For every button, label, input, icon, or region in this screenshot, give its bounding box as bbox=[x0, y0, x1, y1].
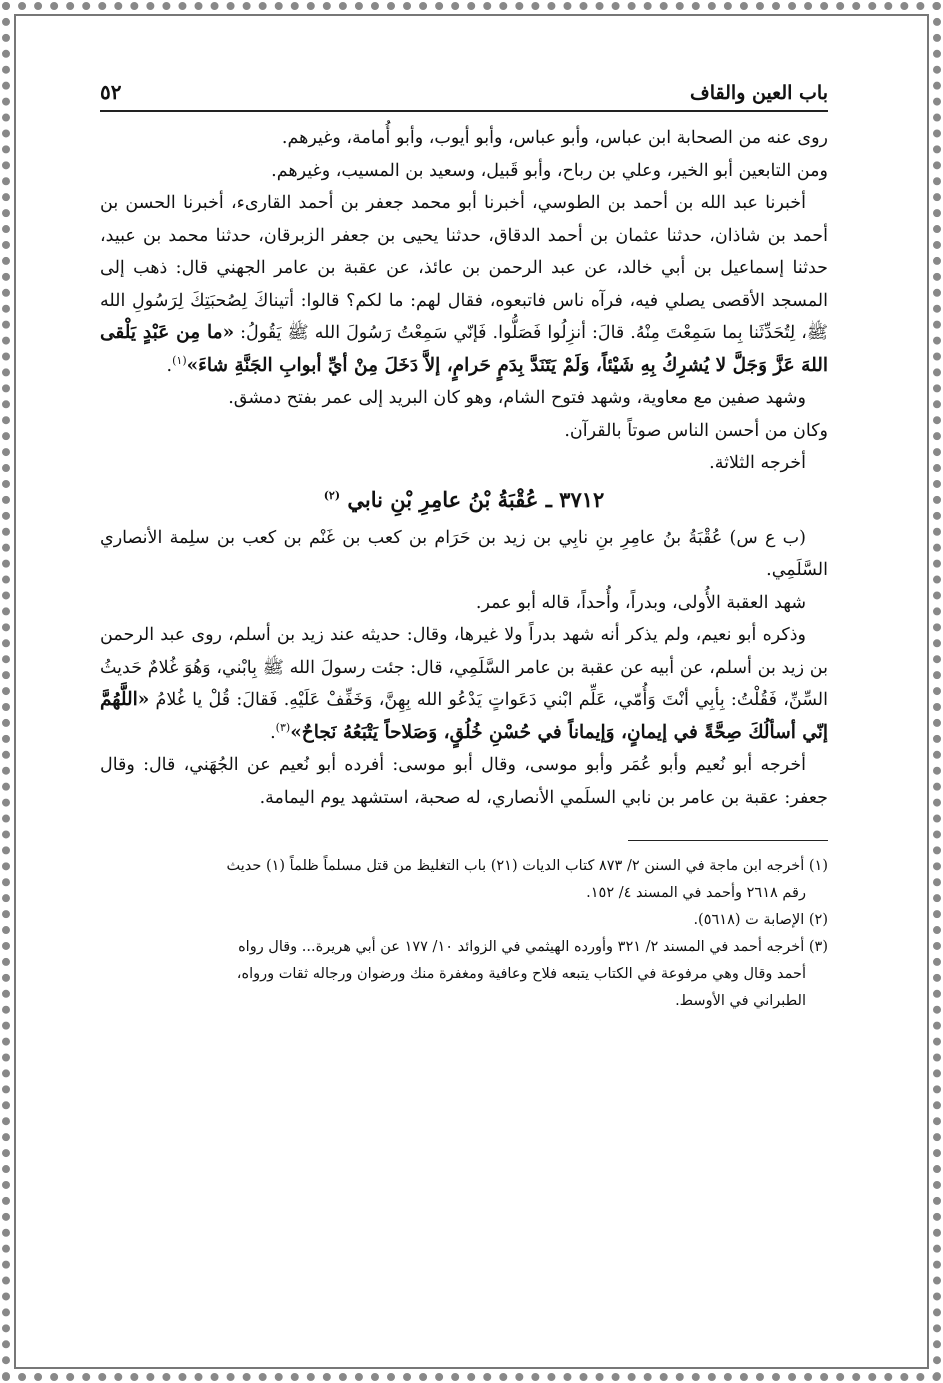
book-page bbox=[100, 80, 828, 1015]
footnote-1-cont: رقم ٢٦١٨ وأحمد في المسند ٤/ ١٥٢. bbox=[586, 885, 806, 901]
chapter-title: باب العين والقاف bbox=[690, 82, 828, 104]
paragraph-followers: ومن التابعين أبو الخير، وعلي بن رباح، وأبو قَبيل، وسعيد بن المسيب، وغيرهم. bbox=[271, 160, 828, 181]
footnote-1: (١) أخرجه ابن ماجة في السنن ٢/ ٨٧٣ كتاب الديات (٢١) باب التغليظ من قتل مسلماً ظلماً (١) حديث bbox=[226, 858, 828, 874]
end-mark: . bbox=[270, 722, 276, 743]
footnote-ref: (٢) bbox=[323, 488, 341, 502]
paragraph-hadith-2 bbox=[100, 619, 828, 749]
footnotes bbox=[100, 853, 828, 1015]
footnote-3-cont: الطبراني في الأوسط. bbox=[675, 993, 806, 1009]
paragraph-companions: روى عنه من الصحابة ابن عباس، وأبو عباس، وأبو أيوب، وأبو أُمامة، وغيرهم. bbox=[281, 128, 828, 148]
narration-text: أخبرنا عبد الله بن أحمد بن الطوسي، أخبرنا أبو محمد جعفر بن أحمد القارىء، أخبرنا الحسن بن أحمد بن شاذان، حدثنا عثمان بن أحمد الدقاق، حدثنا يحيى بن جعفر الزبرقان، حدثنا محمد بن عبيد، حدثنا إسماعيل بن أبي خالد، عن عبد الرحمن بن عائذ، عن عقبة بن عامر الجهني قال: ذهب إلى المسجد الأقصى يصلي فيه، فرآه ناس فاتبعوه، فقال لهم: ما لكم؟ قالوا: أتيناكَ لِصُحبَتِكَ لِرَسُولِ الله ﷺ، لِتُحَدِّثَنا بِما سَمِعْتَ مِنْهُ. قالَ: أنزِلُوا فَصَلُّوا. فَإنّي سَمِعْتُ رَسُولَ الله ﷺ يَقُولُ: bbox=[100, 193, 829, 343]
entry-title bbox=[100, 482, 828, 518]
footnote-2: (٢) الإصابة ت (٥٦١٨). bbox=[693, 912, 828, 928]
hadith-text: «ما مِن عَبْدٍ يَلْقى اللهَ عَزَّ وَجَلَّ لا يُشرِكُ بِهِ شَيْئاً، وَلَمْ يَتَنَدَّ بِدَمٍ حَرامٍ، إلاَّ دَخَلَ مِنْ أيِّ أبوابِ الجَنَّةِ شاءَ» bbox=[100, 322, 828, 376]
page-number: ٥٢ bbox=[100, 80, 122, 104]
narration-text: وذكره أبو نعيم، ولم يذكر أنه شهد بدراً ولا غيرها، وقال: حديثه عند زيد بن أسلم، روى عبد الرحمن بن زيد بن أسلم، عن أبيه عن عقبة بن عامر السَّلَمِي، قال: جئت رسولَ الله ﷺ بِابْني، وَهُوَ غُلامٌ حَديثُ السِّنِّ، فَقُلْتُ: بِأبِي أنْتَ وَأُمّي، عَلِّم ابْني دَعَواتٍ يَدْعُو الله بِهِنَّ، وَخَفِّفْ عَلَيْهِ. فَقالَ: قُلْ يا غُلامُ bbox=[100, 625, 828, 710]
paragraph-aqaba: شهد العقبة الأُولى، وبدراً، وأُحداً، قاله أبو عمر. bbox=[475, 592, 806, 613]
paragraph-attribution: أخرجه الثلاثة. bbox=[709, 453, 806, 473]
paragraph-voice: وكان من أحسن الناس صوتاً بالقرآن. bbox=[564, 420, 828, 441]
footnote-separator bbox=[628, 840, 828, 841]
entry-title-text: ٣٧١٢ ـ عُقْبَةُ بْنُ عامِرِ بْنِ نابي bbox=[347, 486, 605, 512]
hadith-text: «اللَّهُمَّ إنّي أسألُكَ صِحَّةً في إيمانٍ، وَإيماناً في حُسْنِ خُلُقٍ، وَصَلاحاً يَتْبَعُهُ نَجاحٌ» bbox=[100, 689, 828, 743]
paragraph-hadith-1 bbox=[100, 187, 828, 382]
paragraph-lineage: (ب ع س) عُقْبَةُ بنُ عامِرِ بنِ نابِي بن زيد بن حَرَام بن كعب بن غَنْم بن كعب بن سلِمة الأنصاري السَّلَمِي. bbox=[100, 527, 828, 580]
paragraph-siffin: وشهد صفين مع معاوية، وشهد فتوح الشام، وهو كان البريد إلى عمر بفتح دمشق. bbox=[228, 388, 806, 408]
paragraph-yamama: أخرجه أبو نُعيم وأبو عُمَر وأبو موسى، وقال أبو موسى: أفرده أبو نُعيم عن الجُهَني، قال: وقال جعفر: عقبة بن عامر بن نابي السلَمي الأنصاري، له صحبة، استشهد يوم اليمامة. bbox=[100, 755, 828, 808]
running-header bbox=[100, 80, 828, 112]
footnote-ref: (٣) bbox=[275, 720, 291, 734]
footnote-ref: (١) bbox=[172, 353, 187, 367]
footnote-3-cont: أحمد وقال وهي مرفوعة في الكتاب يتبعه فلاح وعافية ومغفرة منك ورضوان ورجاله ثقات ورواه، bbox=[236, 966, 806, 982]
end-mark: . bbox=[166, 355, 173, 376]
footnote-3: (٣) أخرجه أحمد في المسند ٢/ ٣٢١ وأورده الهيثمي في الزوائد ١٠/ ١٧٧ عن أبي هريرة... وقال رواه bbox=[238, 939, 828, 955]
